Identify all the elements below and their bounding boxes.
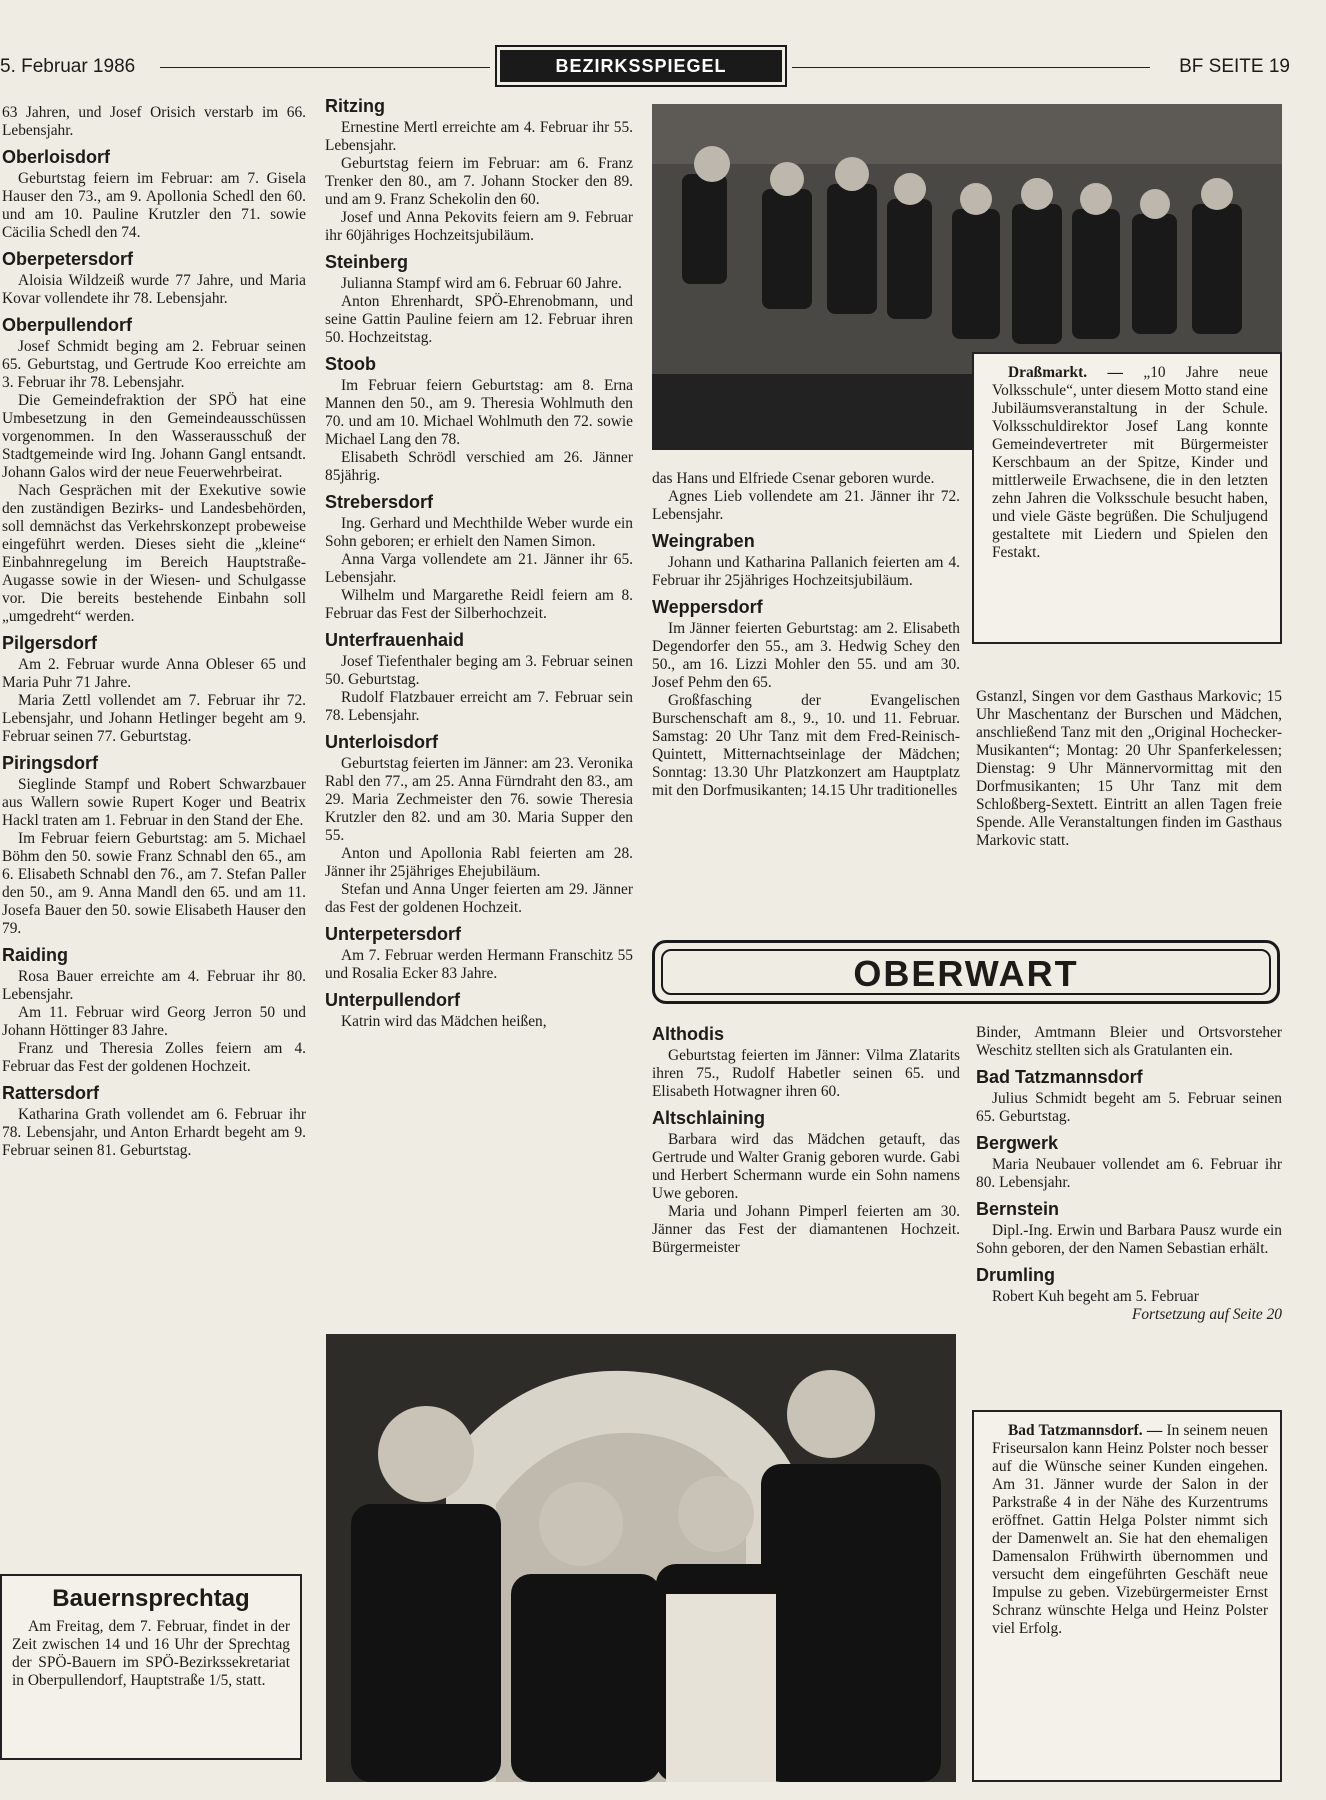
article-text: Josef Tiefenthaler beging am 3. Februar seinen 50. Geburtstag. xyxy=(325,653,633,688)
place-heading: Weppersdorf xyxy=(652,597,763,617)
article-text: Ing. Gerhard und Mechthilde Weber wurde ein Sohn geboren; er erhielt den Namen Simon. xyxy=(325,515,633,550)
article-text: Katharina Grath vollendet am 6. Februar ihr 78. Lebensjahr, und Anton Erhardt begeht am 9. Februar seinen 81. Geburtstag. xyxy=(2,1106,306,1159)
section-title: BEZIRKSSPIEGEL xyxy=(500,50,782,82)
article-text: Barbara wird das Mädchen getauft, das Gertrude und Walter Granig geboren wurde. Gabi und Herbert Schermann wurde ein Sohn namens Uwe geboren. xyxy=(652,1131,960,1202)
article-text: Josef und Anna Pekovits feiern am 9. Februar ihr 60jähriges Hochzeitsjubiläum. xyxy=(325,209,633,244)
box-title: Bauernsprechtag xyxy=(52,1585,250,1612)
banner-inner-frame xyxy=(661,949,1271,995)
article-text: Rudolf Flatzbauer erreicht am 7. Februar sein 78. Lebensjahr. xyxy=(325,689,633,724)
article-text: Josef Schmidt beging am 2. Februar seinen 65. Geburtstag, und Gertrude Koo erreichte am 3. Februar ihr 78. Lebensjahr. xyxy=(2,338,306,391)
article-text: Gstanzl, Singen vor dem Gasthaus Markovic; 15 Uhr Maschentanz der Burschen und Mädchen, anschließend Tanz mit den „Original Hochecker-Musikanten“; Montag: 20 Uhr Spanferkelessen; Dienstag: 9 Uhr Männervormittag mit den Dorfmusikanten; 15 Uhr Tanz mit dem Schloßberg-Sextett. Eintritt an allen Tagen freie Spende. Alle Veranstaltungen finden im Gasthaus Markovic statt. xyxy=(976,688,1282,849)
oberwart-banner xyxy=(652,940,1280,1004)
article-text: 63 Jahren, und Josef Orisich verstarb im 66. Lebensjahr. xyxy=(2,104,306,139)
article-text: Geburtstag feierten im Jänner: am 23. Veronika Rabl den 77., am 25. Anna Fürndraht den 83., am 29. Maria Zechmeister den 76. sowie Theresia Krutzler den 82. und am 30. Maria Supper den 55. xyxy=(325,755,633,844)
caption-place: Bad Tatzmannsdorf. — xyxy=(1008,1422,1163,1439)
article-text: Maria Zettl vollendet am 7. Februar ihr 72. Lebensjahr, und Johann Hetlinger begeht am 9. Februar seinen 77. Geburtstag. xyxy=(2,692,306,745)
page-header xyxy=(0,50,1290,90)
article-text: Ernestine Mertl erreichte am 4. Februar ihr 55. Lebensjahr. xyxy=(325,119,633,154)
tatzmannsdorf-caption-box xyxy=(972,1410,1282,1782)
place-heading: Rattersdorf xyxy=(2,1083,100,1103)
place-heading: Ritzing xyxy=(325,96,385,116)
oberwart-column-left xyxy=(652,1024,960,1257)
article-text: Robert Kuh begeht am 5. Februar xyxy=(992,1288,1199,1305)
article-text: Großfasching der Evangelischen Burschenschaft am 8., 9., 10. und 11. Februar. Samstag: 20 Uhr Tanz mit dem Fred-Reinisch-Quintett, Mitternachtseinlage der Mädchen; Sonntag: 13.30 Uhr Platzkonzert am Hauptplatz mit den Dorfmusikanten; 14.15 Uhr traditionelles xyxy=(652,692,960,799)
banner-title: OBERWART xyxy=(853,953,1079,994)
caption-text: „10 Jahre neue Volksschule“, unter diesem Motto stand eine Jubiläumsveranstaltung in der Schule. Volksschuldirektor Josef Lang konnte Gemeindevertreter mit Bürgermeister Kerschbaum an der Spitze, Kinder und mittlerweile Erwachsene, die in den letzten zehn Jahren die Volksschule besucht haben, und viele Gäste begrüßen. Die Schuljugend gestaltete mit Liedern und Spielen den Festakt. xyxy=(992,364,1268,561)
place-heading: Drumling xyxy=(976,1265,1055,1285)
article-text: Dipl.-Ing. Erwin und Barbara Pausz wurde ein Sohn geboren, der den Namen Sebastian erhält. xyxy=(976,1222,1282,1257)
article-text: Maria Neubauer vollendet am 6. Februar ihr 80. Lebensjahr. xyxy=(976,1156,1282,1191)
header-rule-right xyxy=(792,67,1150,68)
article-text: Geburtstag feierten im Jänner: Vilma Zlatarits ihren 75., Rudolf Habetler seinen 65. und Elisabeth Hotwagner ihren 60. xyxy=(652,1047,960,1100)
column-4 xyxy=(976,688,1282,850)
article-text: Elisabeth Schrödl verschied am 26. Jänner 85jährig. xyxy=(325,449,633,484)
article-text: Franz und Theresia Zolles feiern am 4. Februar das Fest der goldenen Hochzeit. xyxy=(2,1040,306,1075)
place-heading: Unterfrauenhaid xyxy=(325,630,465,650)
article-text: Agnes Lieb vollendete am 21. Jänner ihr 72. Lebensjahr. xyxy=(652,488,960,523)
continuation-note: Fortsetzung auf Seite 20 xyxy=(1131,1306,1282,1323)
place-heading: Oberloisdorf xyxy=(2,147,111,167)
article-text: Anna Varga vollendete am 21. Jänner ihr 65. Lebensjahr. xyxy=(325,551,633,586)
place-heading: Stoob xyxy=(325,354,376,374)
article-text: Im Jänner feierten Geburtstag: am 2. Elisabeth Degendorfer den 55., am 3. Hedwig Schey den 50., am 16. Lizzi Mohler den 55. und am 30. Josef Pehm den 65. xyxy=(652,620,960,691)
page-number: BF SEITE 19 xyxy=(1179,56,1290,77)
oberwart-column-right xyxy=(976,1024,1282,1324)
article-text: Geburtstag feiern im Februar: am 7. Gisela Hauser den 73., am 9. Apollonia Schedl den 60. und am 10. Pauline Krutzler den 71. sowie Cäcilia Schedl den 74. xyxy=(2,170,306,241)
issue-date: 5. Februar 1986 xyxy=(0,56,136,77)
article-text: Am 11. Februar wird Georg Jerron 50 und Johann Höttinger 83 Jahre. xyxy=(2,1004,306,1039)
place-heading: Strebersdorf xyxy=(325,492,434,512)
salon-photo-image xyxy=(326,1334,956,1782)
place-heading: Bergwerk xyxy=(976,1133,1059,1153)
place-heading: Altschlaining xyxy=(652,1108,766,1128)
article-text: Im Februar feiern Geburtstag: am 5. Michael Böhm den 50. sowie Franz Schnabl den 65., am 6. Elisabeth Schnabl den 76., am 7. Stefan Paller den 50., am 9. Anna Mandl den 65. und am 11. Josefa Bauer den 50. sowie Elisabeth Hauser den 79. xyxy=(2,830,306,937)
box-text: Am Freitag, dem 7. Februar, findet in der Zeit zwischen 14 und 16 Uhr der Sprechtag der SPÖ-Bauern im SPÖ-Bezirkssekretariat in Oberpullendorf, Hauptstraße 1/5, statt. xyxy=(12,1618,290,1689)
column-1 xyxy=(2,104,306,1160)
column-2 xyxy=(325,96,633,1031)
article-text: Anton und Apollonia Rabl feierten am 28. Jänner ihr 25jähriges Ehejubiläum. xyxy=(325,845,633,880)
article-text: Die Gemeindefraktion der SPÖ hat eine Umbesetzung in den Gemeindeausschüssen vorgenommen. In den Wasserausschuß der Stadtgemeinde wird Ing. Johann Gangl entsandt. Johann Galos wird der neue Feuerwehrbeirat. xyxy=(2,392,306,481)
place-heading: Unterpullendorf xyxy=(325,990,460,1010)
place-heading: Unterpetersdorf xyxy=(325,924,462,944)
article-text: Anton Ehrenhardt, SPÖ-Ehrenobmann, und seine Gattin Pauline feiern am 12. Februar ihren 50. Hochzeitstag. xyxy=(325,293,633,346)
salon-photo xyxy=(326,1334,956,1782)
place-heading: Unterloisdorf xyxy=(325,732,439,752)
article-text: Geburtstag feiern im Februar: am 6. Franz Trenker den 80., am 7. Johann Stocker den 89. und am 9. Franz Schekolin den 60. xyxy=(325,155,633,208)
article-text: Julianna Stampf wird am 6. Februar 60 Jahre. xyxy=(341,275,622,292)
caption-text: In seinem neuen Friseursalon kann Heinz Polster noch besser auf die Wünsche seiner Kunden eingehen. Am 31. Jänner wurde der Salon in der Parkstraße 4 in der Nähe des Kurzentrums eröffnet. Gattin Helga Polster nimmt sich der Damenwelt an. Sie hat den ehemaligen Damensalon Frühwirth übernommen und versucht dem eingeführten Geschäft neue Impulse zu geben. Vizebürgermeister Ernst Schranz wünschte Helga und Heinz Polster viel Erfolg. xyxy=(992,1422,1269,1637)
caption-place: Draßmarkt. — xyxy=(1008,364,1123,381)
article-text: Am 2. Februar wurde Anna Obleser 65 und Maria Puhr 71 Jahre. xyxy=(2,656,306,691)
article-text: Sieglinde Stampf und Robert Schwarzbauer aus Wallern sowie Rupert Koger und Beatrix Hackl traten am 1. Februar in den Stand der Ehe. xyxy=(2,776,306,829)
column-3 xyxy=(652,470,960,800)
bauernsprechtag-box xyxy=(0,1574,302,1760)
article-text: Rosa Bauer erreichte am 4. Februar ihr 80. Lebensjahr. xyxy=(2,968,306,1003)
place-heading: Steinberg xyxy=(325,252,409,272)
article-text: Katrin wird das Mädchen heißen, xyxy=(341,1013,547,1030)
article-text: Wilhelm und Margarethe Reidl feiern am 8. Februar das Fest der Silberhochzeit. xyxy=(325,587,633,622)
article-text: Maria und Johann Pimperl feierten am 30. Jänner das Fest der diamantenen Hochzeit. Bürgermeister xyxy=(652,1203,960,1256)
article-text: Am 7. Februar werden Hermann Franschitz 55 und Rosalia Ecker 83 Jahre. xyxy=(325,947,633,982)
place-heading: Althodis xyxy=(652,1024,724,1044)
place-heading: Piringsdorf xyxy=(2,753,99,773)
article-text: Binder, Amtmann Bleier und Ortsvorsteher Weschitz stellten sich als Gratulanten ein. xyxy=(976,1024,1282,1059)
place-heading: Bad Tatzmannsdorf xyxy=(976,1067,1143,1087)
place-heading: Pilgersdorf xyxy=(2,633,98,653)
place-heading: Oberpullendorf xyxy=(2,315,132,335)
article-text: Julius Schmidt begeht am 5. Februar seinen 65. Geburtstag. xyxy=(976,1090,1282,1125)
header-rule-left xyxy=(160,67,490,68)
place-heading: Weingraben xyxy=(652,531,755,551)
place-heading: Oberpetersdorf xyxy=(2,249,134,269)
drassmarkt-caption-box xyxy=(972,352,1282,644)
place-heading: Bernstein xyxy=(976,1199,1060,1219)
article-text: das Hans und Elfriede Csenar geboren wurde. xyxy=(652,470,935,487)
article-text: Johann und Katharina Pallanich feierten am 4. Februar ihr 25jähriges Hochzeitsjubiläum. xyxy=(652,554,960,589)
article-text: Stefan und Anna Unger feierten am 29. Jänner das Fest der goldenen Hochzeit. xyxy=(325,881,633,916)
article-text: Aloisia Wildzeiß wurde 77 Jahre, und Maria Kovar vollendete ihr 78. Lebensjahr. xyxy=(2,272,306,307)
article-text: Im Februar feiern Geburtstag: am 8. Erna Mannen den 50., am 9. Theresia Wohlmuth den 70. und am 10. Michael Wohlmuth den 72. sowie Michael Lang den 78. xyxy=(325,377,633,448)
article-text: Nach Gesprächen mit der Exekutive sowie den zuständigen Bezirks- und Landesbehörden, soll demnächst das Verkehrskonzept probeweise eingeführt werden. Dieses sieht die „kleine“ Einbahnregelung im Bereich Hauptstraße-Augasse sowie in der Wiesen- und Schulgasse vor. Die bereits bestehende Einbahn soll „umgedreht“ werden. xyxy=(2,482,306,625)
place-heading: Raiding xyxy=(2,945,68,965)
